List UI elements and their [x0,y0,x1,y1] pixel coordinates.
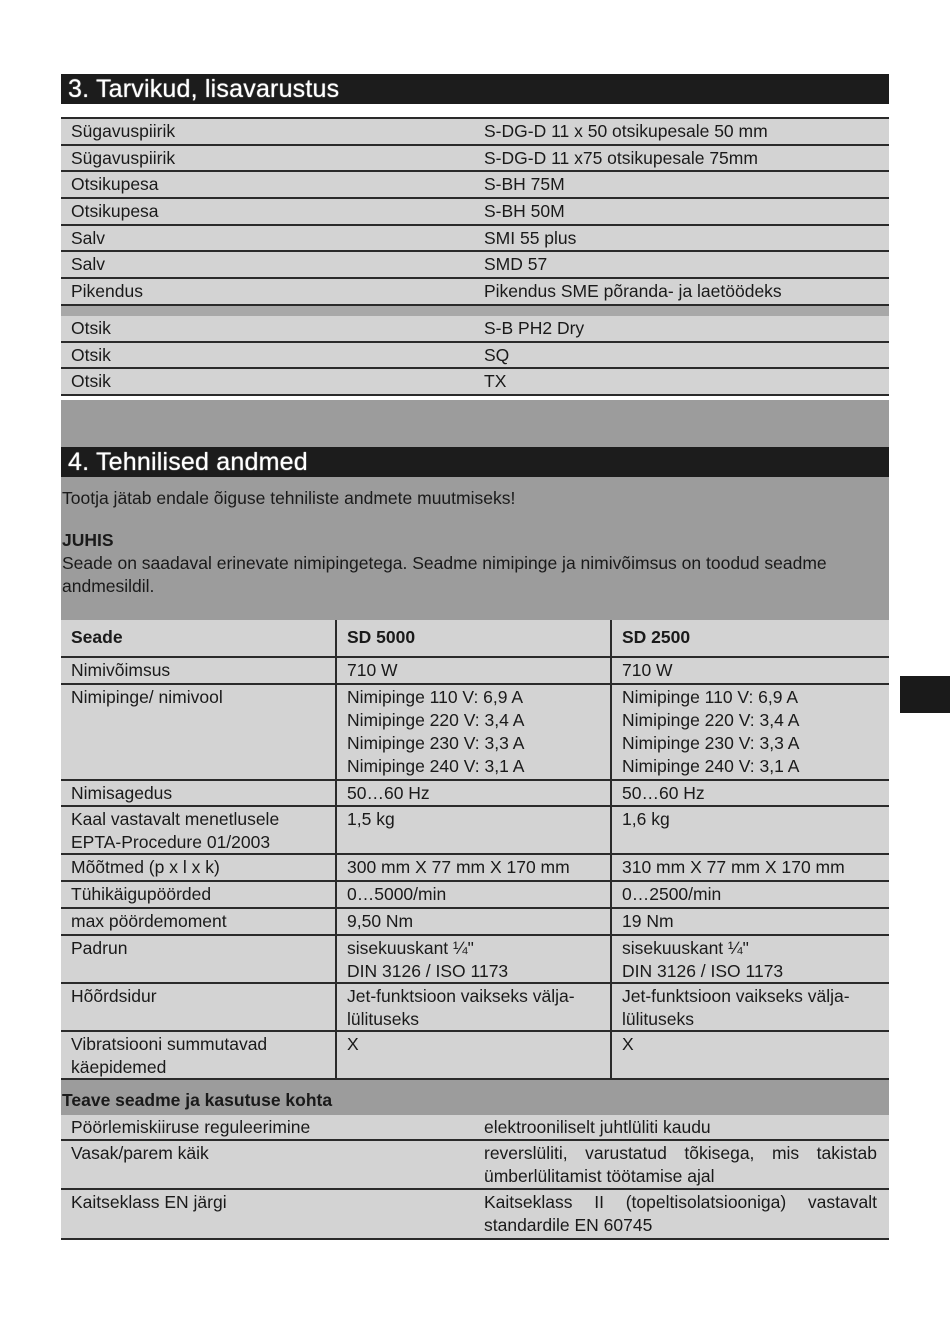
accessory-value: SMD 57 [484,254,548,275]
info-label: Kaitseklass EN järgi [71,1192,227,1212]
sd5000-value: Jet-funktsioon vaikseks välja- lülituseks [337,984,612,1030]
header-sd2500: SD 2500 [622,627,691,647]
accessory-row [61,199,889,226]
accessory-item: Otsikupesa [71,174,159,195]
sd2500-value: 310 mm X 77 mm X 170 mm [622,857,845,877]
accessories-table [61,117,889,396]
tech-data-table [61,620,889,1080]
row-label: max pöördemoment [61,909,337,934]
accessory-row [61,316,889,343]
accessory-value: S-DG-D 11 x75 otsikupesale 75mm [484,147,758,168]
sd5000-value: 300 mm X 77 mm X 170 mm [337,855,612,880]
sd2500-value: sisekuuskant ¼" DIN 3126 / ISO 1173 [622,938,784,981]
row-label: Kaal vastavalt menetlusele EPTA-Procedure 01/2003 [61,807,337,853]
intro-text: Tootja jätab endale õiguse tehniliste andmete muutmiseks! [62,488,516,508]
info-section [61,1080,889,1240]
info-title: Teave seadme ja kasutuse kohta [61,1080,889,1115]
table-row [61,685,889,781]
info-label: Pöörlemiskiiruse reguleerimine [71,1117,311,1137]
accessory-row [61,279,889,306]
accessory-row [61,226,889,253]
accessory-item: Sügavuspiirik [71,121,176,141]
info-rows [61,1115,889,1240]
accessory-item: Sügavuspiirik [71,147,176,168]
sd5000-value: 710 W [337,658,612,683]
section-4-title: 4. Tehnilised andmed [61,447,889,477]
accessory-value: S-DG-D 11 x 50 otsikupesale 50 mm [484,121,768,141]
note-text: Seade on saadaval erinevate nimipingetega. Seadme nimipinge ja nimivõimsus on toodud seadme andmesildil. [62,553,827,596]
tech-rows [61,658,889,1080]
row-label: Mõõtmed (p x l x k) [61,855,337,880]
accessory-row [61,146,889,173]
row-label: Nimivõimsus [61,658,337,683]
sd2500-value: Nimipinge 110 V: 6,9 A Nimipinge 220 V: 3,4 A Nimipinge 230 V: 3,3 A Nimipinge 240 V: 3,1 A [622,687,800,776]
info-row [61,1141,889,1190]
accessory-item: Salv [71,227,106,248]
accessories-group-2 [61,316,889,396]
row-label: Tühikäigupöörded [61,882,337,907]
table-row [61,882,889,909]
table-row [61,807,889,855]
accessory-item: Pikendus [71,281,143,302]
note-label: JUHIS [62,530,114,550]
table-row [61,658,889,685]
row-label: Nimisagedus [61,781,337,805]
info-row [61,1115,889,1141]
accessory-value: S-BH 75M [484,174,565,195]
table-header-row [61,620,889,658]
table-row [61,936,889,984]
section-4-intro-area [61,400,889,620]
sd5000-value: X [337,1032,612,1078]
accessory-value: Pikendus SME põranda- ja laetöödeks [484,281,782,302]
info-row [61,1190,889,1240]
sd2500-value: 710 W [622,660,673,680]
accessory-item: Otsikupesa [71,201,159,222]
accessory-value: TX [484,371,507,392]
accessory-row [61,172,889,199]
sd2500-value: 0…2500/min [622,884,722,904]
sd5000-value: Nimipinge 110 V: 6,9 A Nimipinge 220 V: 3,4 A Nimipinge 230 V: 3,3 A Nimipinge 240 V: 3,1 A [337,685,612,779]
sd5000-value: 1,5 kg [337,807,612,853]
accessory-row [61,252,889,279]
row-label: Nimipinge/ nimivool [61,685,337,779]
table-row [61,984,889,1032]
sd2500-value: 1,6 kg [622,809,670,829]
sd2500-value: Jet-funktsioon vaikseks välja- lülituseks [622,986,850,1029]
accessory-item: Otsik [71,344,111,365]
row-label: Hõõrdsidur [61,984,337,1030]
accessory-value: S-B PH2 Dry [484,317,585,338]
row-label: Padrun [61,936,337,982]
info-value: reverslüliti, varustatud tõkisega, mis takistab ümberlülitamist töötamise ajal [484,1143,877,1186]
sd5000-value: 50…60 Hz [337,781,612,805]
row-label: Vibratsiooni summutavad käepidemed [61,1032,337,1078]
info-value: elektrooniliselt juhtlüliti kaudu [484,1117,711,1137]
table-row [61,781,889,807]
accessory-value: SQ [484,344,510,365]
table-row [61,909,889,936]
group-separator [61,306,889,316]
accessory-item: Salv [71,254,106,275]
accessory-row [61,343,889,370]
accessories-group-1 [61,119,889,306]
section-3-title: 3. Tarvikud, lisavarustus [61,74,889,104]
accessory-value: SMI 55 plus [484,227,577,248]
info-value: Kaitseklass II (topeltisolatsiooniga) vastavalt standardile EN 60745 [484,1192,877,1235]
accessory-value: S-BH 50M [484,201,565,222]
sd5000-value: sisekuuskant ¼" DIN 3126 / ISO 1173 [337,936,612,982]
accessory-item: Otsik [71,371,111,392]
accessory-row [61,119,889,146]
chapter-tab-marker [900,676,950,713]
accessory-row [61,369,889,396]
table-row [61,855,889,882]
sd5000-value: 9,50 Nm [337,909,612,934]
table-row [61,1032,889,1080]
accessory-item: Otsik [71,317,111,338]
header-seade: Seade [61,620,337,656]
sd2500-value: 19 Nm [622,911,674,931]
sd2500-value: X [622,1034,634,1054]
header-sd5000: SD 5000 [337,620,612,656]
sd5000-value: 0…5000/min [337,882,612,907]
info-label: Vasak/parem käik [71,1143,209,1163]
sd2500-value: 50…60 Hz [622,783,705,803]
